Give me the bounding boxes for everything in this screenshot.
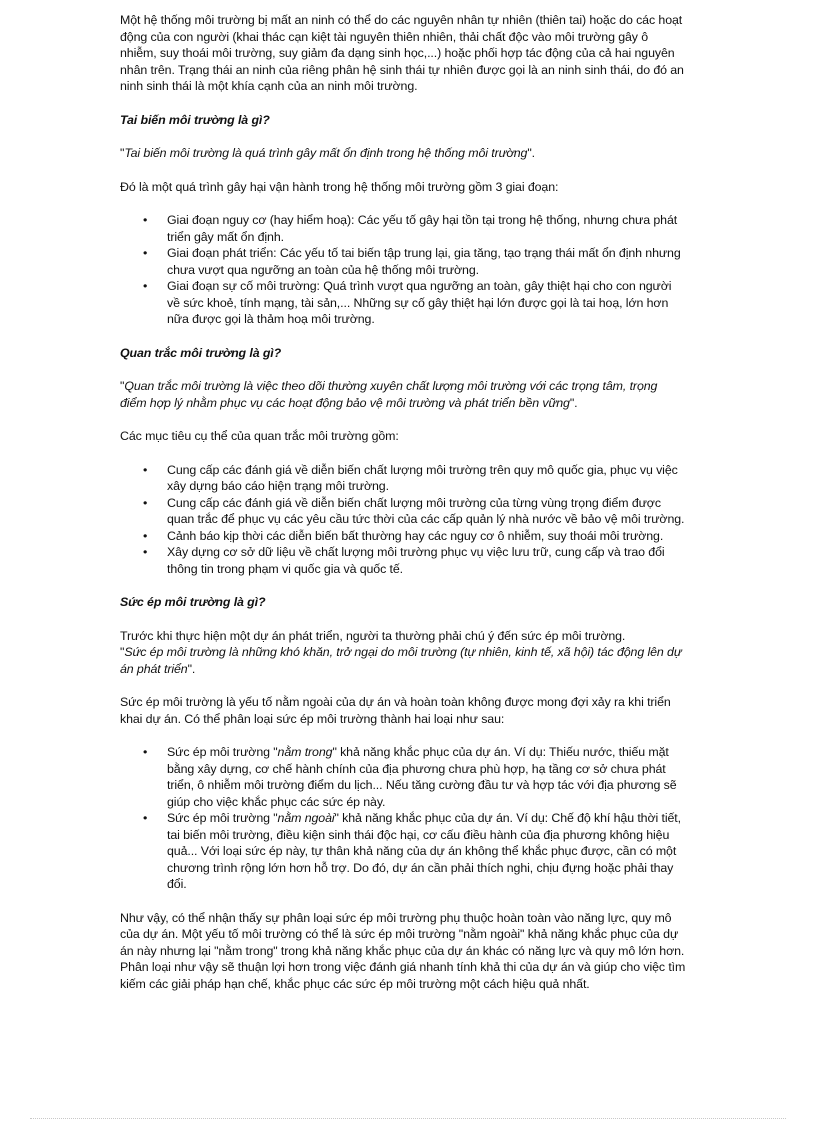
lead-tai-bien: Đó là một quá trình gây hại vận hành trong hệ thống môi trường gồm 3 giai đoạn: [120,179,559,194]
heading-tai-bien: Tai biến môi trường là gì? [120,112,270,127]
definition-tai-bien-text: Tai biến môi trường là quá trình gây mất ổn định trong hệ thống môi trường [124,146,528,160]
page-bottom-divider [30,1118,786,1119]
list-giai-doan [120,212,686,328]
list-suc-ep [120,744,686,893]
intro-suc-ep-text: Trước khi thực hiện một dự án phát triển, người ta thường phải chú ý đến sức ép môi trường. [120,628,626,643]
list-item [167,810,686,893]
list-item-text: " khả năng khắc phục của dự án. Ví dụ: Chế độ khí hậu thời tiết, tai biến môi trường, điều kiện sinh thái độc hại, cơ cấu điều hành của địa phương không hiệu quả... Với loại sức ép này, tự thân khả năng của dự án không thể khắc phục được, cần có một chương trình rộng lớn hơn hỗ trợ. Do đó, dự án cần phải thích nghi, chịu đựng hoặc phải thay đổi. [167,811,681,891]
document-page [120,12,686,992]
heading-suc-ep: Sức ép môi trường là gì? [120,595,266,609]
list-item: • Cung cấp các đánh giá về diễn biến chất lượng môi trường của từng vùng trọng điểm được quan trắc để phục vụ các yêu cầu tức thời của các cấp quản lý nhà nước về bảo vệ môi trường. [167,495,686,528]
list-item [167,744,686,810]
lead-quan-trac: Các mục tiêu cụ thể của quan trắc môi trường gồm: [120,429,399,443]
definition-suc-ep-text: Sức ép môi trường là những khó khăn, trở ngại do môi trường (tự nhiên, kinh tế, xã hội) tác động lên dự án phát triển [120,645,682,676]
quote-mark: " [120,146,125,160]
quote-mark: ". [569,395,578,410]
list-item: • Giai đoạn phát triển: Các yếu tố tai biến tập trung lại, gia tăng, tạo trạng thái mất ổn định nhưng chưa vượt qua ngưỡng an toàn của hệ thống môi trường. [167,245,686,278]
list-item: • Giai đoạn nguy cơ (hay hiểm hoạ): Các yếu tố gây hại tồn tại trong hệ thống, nhưng chưa phát triển gây mất ổn định. [167,212,686,245]
heading-quan-trac: Quan trắc môi trường là gì? [120,345,282,360]
definition-quan-trac [120,378,686,411]
intro-paragraph: Một hệ thống môi trường bị mất an ninh có thể do các nguyên nhân tự nhiên (thiên tai) hoặc do các hoạt động của con người (khai thác cạn kiệt tài nguyên thiên nhiên, thải chất độc vào môi trường gây ô nhiễm, suy thoái môi trường, suy giảm đa dạng sinh học,...) hoặc phối hợp tác động của cả hai nguyên nhân trên. Trạng thái an ninh của riêng phân hệ sinh thái tự nhiên được gọi là an ninh sinh thái, do đó an ninh sinh thái là một khía cạnh của an ninh môi trường. [120,13,684,93]
list-item-text: " khả năng khắc phục của dự án. Ví dụ: Thiếu nước, thiếu mặt bằng xây dựng, cơ chế hành chính của địa phương chưa phù hợp, hạ tầng cơ sở chưa phát triển, ô nhiễm môi trường điểm du lịch... Nếu tăng cường đầu tư và hợp tác với địa phương sẽ giúp cho việc khắc phục các sức ép này. [167,745,677,809]
intro-suc-ep [120,628,686,678]
list-item: • Xây dựng cơ sở dữ liệu về chất lượng môi trường phục vụ việc lưu trữ, cung cấp và trao đổi thông tin trong phạm vi quốc gia và quốc tế. [167,544,686,577]
list-muc-tieu [120,462,686,578]
conclusion-paragraph: Như vậy, có thể nhận thấy sự phân loại sức ép môi trường phụ thuộc hoàn toàn vào năng lực, quy mô của dự án. Một yếu tố môi trường có thể là sức ép môi trường "nằm ngoài" khả năng khắc phục của dự án này nhưng lại "nằm trong" trong khả năng khắc phục của dự án khác có năng lực và quy mô lớn hơn. Phân loại như vậy sẽ thuận lợi hơn trong việc đánh giá nhanh tính khả thi của dự án và giúp cho việc tìm kiếm các giải pháp hạn chế, khắc phục các sức ép môi trường một cách hiệu quả nhất. [120,910,686,991]
list-item: • Cung cấp các đánh giá về diễn biến chất lượng môi trường trên quy mô quốc gia, phục vụ việc xây dựng báo cáo hiện trạng môi trường. [167,462,686,495]
list-item-emphasis: nằm trong [277,745,333,759]
quote-mark: ". [527,146,536,160]
quote-mark: " [120,379,125,393]
definition-quan-trac-text: Quan trắc môi trường là việc theo dõi thường xuyên chất lượng môi trường với các trọng tâm, trọng điểm hợp lý nhằm phục vụ các hoạt động bảo vệ môi trường và phát triển bền vững [120,379,658,410]
list-item: • Giai đoạn sự cố môi trường: Quá trình vượt qua ngưỡng an toàn, gây thiệt hại cho con người về sức khoẻ, tính mạng, tài sản,... Những sự cố gây thiệt hại lớn được gọi là tai hoạ, lớn hơn nữa được gọi là thảm hoạ môi trường. [167,278,686,328]
list-item-emphasis: nằm ngoài [277,811,335,825]
lead-suc-ep: Sức ép môi trường là yếu tố nằm ngoài của dự án và hoàn toàn không được mong đợi xảy ra khi triển khai dự án. Có thể phân loại sức ép môi trường thành hai loại như sau: [120,695,671,726]
quote-mark: ". [187,661,196,676]
list-item-text: Sức ép môi trường " [167,811,278,825]
definition-tai-bien [120,145,686,162]
list-item: • Cảnh báo kịp thời các diễn biến bất thường hay các nguy cơ ô nhiễm, suy thoái môi trường. [167,528,686,545]
list-item-text: Sức ép môi trường " [167,745,278,759]
quote-mark: " [120,645,125,659]
